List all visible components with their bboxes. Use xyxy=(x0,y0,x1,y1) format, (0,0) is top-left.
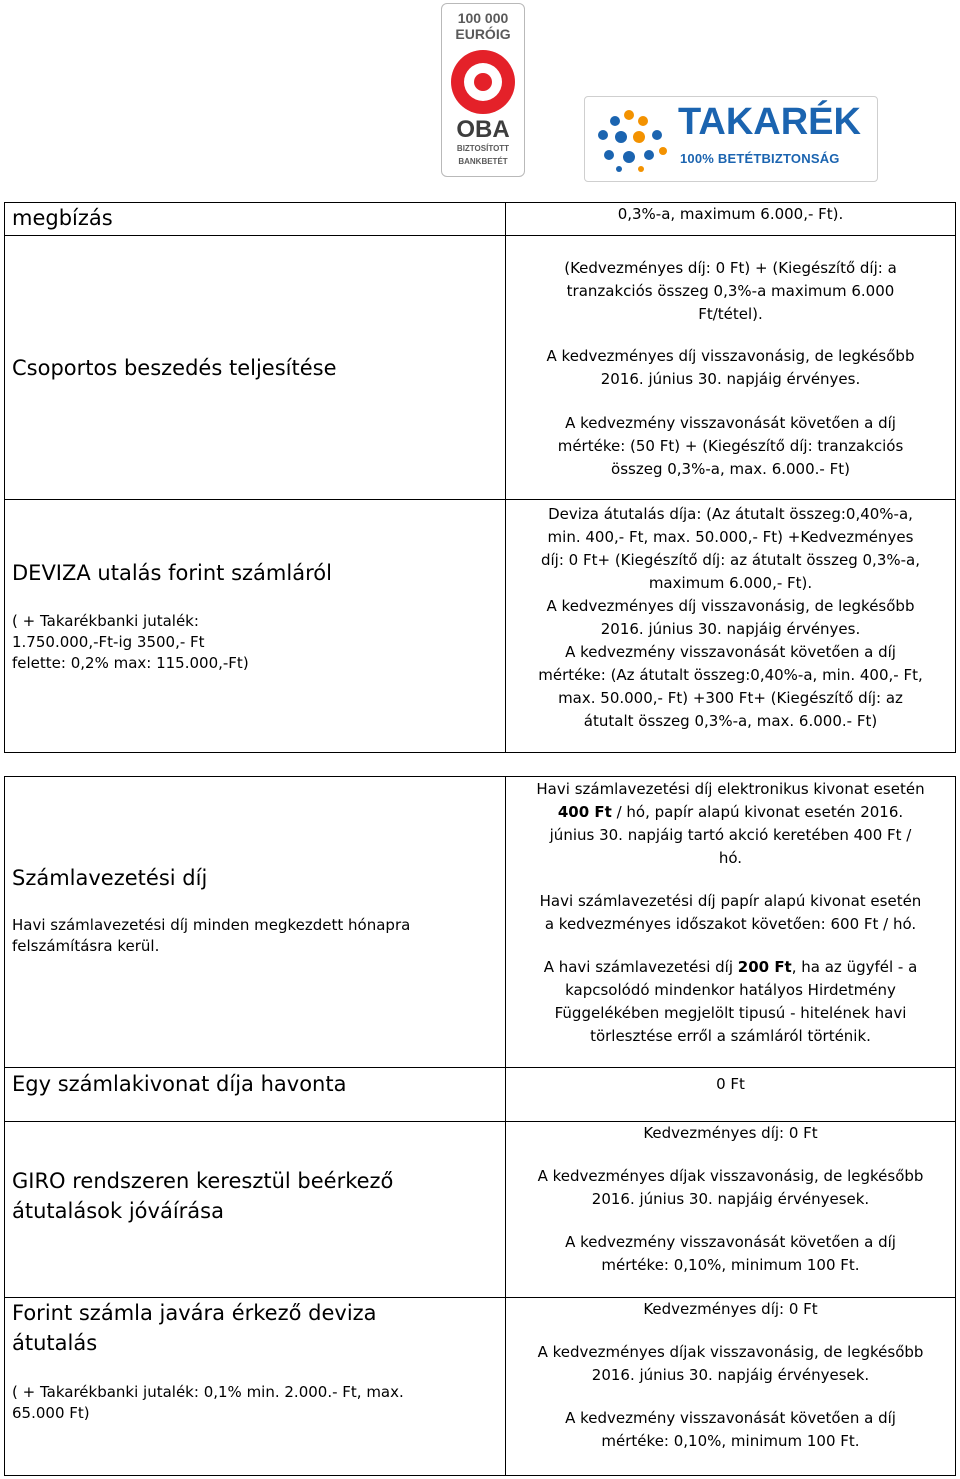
discount-fee: Kedvezményes díj: 0 Ft xyxy=(643,1124,818,1142)
fee-table-2 xyxy=(4,776,956,1476)
table-row-szamlavezetesi-dij xyxy=(5,777,955,1068)
row-label: Csoportos beszedés teljesítése xyxy=(12,356,337,380)
validity-paragraph: A kedvezményes díjak visszavonásig, de legkésőbb 2016. június 30. napjáig érvényesek. xyxy=(537,1343,924,1384)
table-row-megbizas xyxy=(5,203,955,236)
takarek-logo xyxy=(584,96,878,182)
oba-logo xyxy=(441,3,525,177)
row-value: 0 Ft xyxy=(716,1075,745,1093)
post-discount-paragraph: A kedvezmény visszavonását követően a díj mértéke: 0,10%, minimum 100 Ft. xyxy=(565,1409,896,1450)
oba-line-4: BIZTOSÍTOTT xyxy=(456,144,510,153)
monthly-fee-paragraph: Havi számlavezetési díj elektronikus kivonat esetén 400 Ft / hó, papír alapú kivonat esetén 2016. június 30. napjáig tartó akció keretében 400 Ft / hó. xyxy=(536,780,925,867)
row-value: 0,3%-a, maximum 6.000,- Ft). xyxy=(617,205,844,223)
row-note: ( + Takarékbanki jutalék: 0,1% min. 2.000.- Ft, max. 65.000 Ft) xyxy=(12,1383,404,1422)
post-discount-paragraph: A kedvezmény visszavonását követően a díj mértéke: 0,10%, minimum 100 Ft. xyxy=(565,1233,896,1274)
row-label: Számlavezetési díj xyxy=(12,866,208,890)
row-label: megbízás xyxy=(12,206,113,230)
row-label: GIRO rendszeren keresztül beérkező átutalások jóváírása xyxy=(12,1169,394,1223)
discount-fee: Kedvezményes díj: 0 Ft xyxy=(643,1300,818,1318)
oba-line-3: OBA xyxy=(456,116,510,143)
oba-ring-icon xyxy=(451,50,515,114)
table-row-forint-szamla-deviza xyxy=(5,1298,955,1475)
table-row-giro-jovairas xyxy=(5,1122,955,1298)
row-note: ( + Takarékbanki jutalék: 1.750.000,-Ft-ig 3500,- Ft felette: 0,2% max: 115.000,-Ft) xyxy=(12,612,249,672)
validity-paragraph: A kedvezményes díj visszavonásig, de legkésőbb 2016. június 30. napjáig érvényes. xyxy=(546,347,915,388)
fee-table-1 xyxy=(4,202,956,753)
row-label: Egy számlakivonat díja havonta xyxy=(12,1072,347,1096)
row-label: DEVIZA utalás forint számláról xyxy=(12,561,332,585)
loan-fee-paragraph: A havi számlavezetési díj 200 Ft, ha az ügyfél - a kapcsolódó mindenkor hatályos Hirdetmény Függelékében megjelölt tipusú - hitelének havi törlesztése erről a számláról történik. xyxy=(543,958,918,1045)
takarek-subtitle: 100% BETÉTBIZTONSÁG xyxy=(680,151,840,166)
table-row-szamlakivonat xyxy=(5,1068,955,1122)
takarek-dots-icon xyxy=(595,107,671,173)
oba-line-1: 100 000 xyxy=(457,10,509,26)
oba-line-2: EURÓIG xyxy=(455,26,511,42)
paper-fee-paragraph: Havi számlavezetési díj papír alapú kivonat esetén a kedvezményes időszakot követően: 600 Ft / hó. xyxy=(539,892,922,933)
fee-paragraph: Deviza átutalás díja: (Az átutalt összeg:0,40%-a, min. 400,- Ft, max. 50.000,- Ft) +Kedvezményes díj: 0 Ft+ (Kiegészítő díj: az átutalt összeg 0,3%-a, maximum 6.000,- Ft). A kedvezményes díj visszavonásig, de legkésőbb 2016. június 30. napjáig érvényes. A kedvezmény visszavonását követően a díj mértéke: (Az átutalt összeg:0,40%-a, min. 400,- Ft, max. 50.000,- Ft) +300 Ft+ (Kiegészítő díj: az átutalt összeg 0,3%-a, max. 6.000.- Ft) xyxy=(538,505,923,730)
fee-paragraph: (Kedvezményes díj: 0 Ft) + (Kiegészítő díj: a tranzakciós összeg 0,3%-a maximum 6.000 Ft/tétel). xyxy=(564,259,897,323)
oba-line-5: BANKBETÉT xyxy=(458,157,508,166)
takarek-brand: TAKARÉK xyxy=(678,101,861,143)
row-label: Forint számla javára érkező deviza átutalás xyxy=(12,1301,377,1355)
row-note: Havi számlavezetési díj minden megkezdett hónapra felszámításra kerül. xyxy=(12,916,411,955)
post-discount-paragraph: A kedvezmény visszavonását követően a díj mértéke: (50 Ft) + (Kiegészítő díj: tranzakciós összeg 0,3%-a, max. 6.000.- Ft) xyxy=(557,414,904,478)
table-row-deviza-utalas xyxy=(5,500,955,752)
table-row-csoportos-beszedes xyxy=(5,236,955,500)
validity-paragraph: A kedvezményes díjak visszavonásig, de legkésőbb 2016. június 30. napjáig érvényesek. xyxy=(537,1167,924,1208)
